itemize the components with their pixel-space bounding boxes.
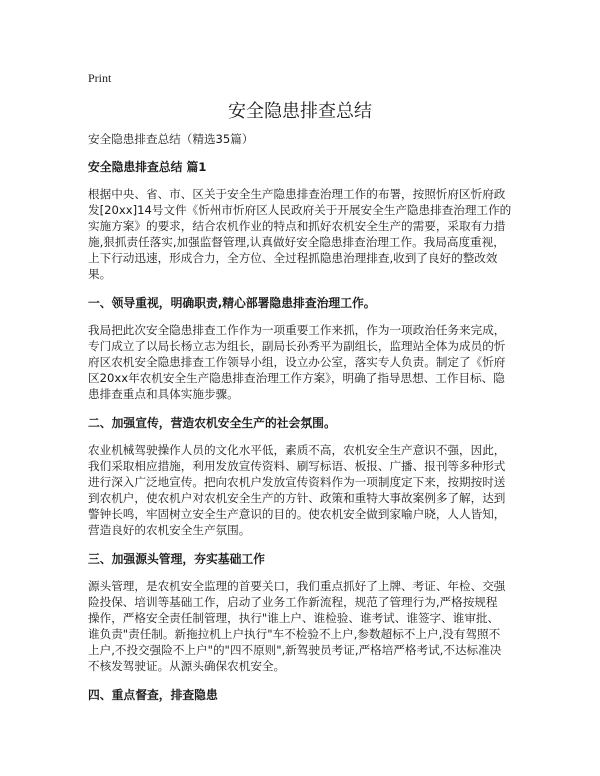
section-heading-2: 二、加强宣传，营造农机安全生产的社会氛围。 xyxy=(88,416,336,430)
section-heading-4: 四、重点督查，排查隐患 xyxy=(88,688,218,702)
document-subtitle: 安全隐患排查总结（精选35篇） xyxy=(88,132,254,146)
paragraph-line: 上下行动迅速，形成合力，全方位、全过程抓隐患治理排查,收到了良好的整改效 xyxy=(88,251,498,265)
paragraph-line: 区20xx年农机安全生产隐患排查治理工作方案》，明确了指导思想、工作目标、隐 xyxy=(88,371,505,385)
paragraph-line: 农业机械驾驶操作人员的文化水平低，素质不高，农机安全生产意识不强，因此， xyxy=(88,443,506,457)
paragraph-line: 到农机户，使农机户对农机安全生产的方针、政策和重特大事故案例多了解，达到 xyxy=(88,491,506,505)
paragraph-line: 上户,不投交强险不上户"的"四不原则",新驾驶员考证,严格培严格考试,不达标准决 xyxy=(88,643,502,657)
paragraph-line: 施,狠抓责任落实,加强监督管理,认真做好安全隐患排查治理工作。我局高度重视， xyxy=(88,235,505,249)
paragraph-line: 根据中央、省、市、区关于安全生产隐患排查治理工作的布署，按照忻府区忻府政 xyxy=(88,187,506,201)
paragraph-line: 营造良好的农机安全生产氛围。 xyxy=(88,523,251,537)
document-body xyxy=(88,131,520,714)
intro-paragraph xyxy=(88,186,520,282)
paragraph-line: 实施方案》的要求，结合农机作业的特点和抓好农机安全生产的需要，采取有力措 xyxy=(88,219,506,233)
paragraph-line: 府区农机安全隐患排查工作领导小组，设立办公室，落实专人负责。制定了《忻府 xyxy=(88,355,506,369)
section-paragraph-3 xyxy=(88,578,520,674)
section-heading-1: 一、领导重视，明确职责,精心部署隐患排查治理工作。 xyxy=(88,296,376,310)
paragraph-line: 警钟长鸣，牢固树立安全生产意识的目的。使农机安全做到家喻户晓，人人皆知， xyxy=(88,507,506,521)
paragraph-line: 患排查重点和具体实施步骤。 xyxy=(88,387,239,401)
section-paragraph-1 xyxy=(88,322,520,402)
article-title: 安全隐患排查总结 篇1 xyxy=(88,160,207,174)
section-paragraph-2 xyxy=(88,442,520,538)
paragraph-line: 险投保、培训等基础工作，启动了业务工作新流程，规范了管理行为,严格按规程 xyxy=(88,595,498,609)
paragraph-line: 我们采取相应措施，利用发放宣传资料、刷写标语、板报、广播、报刊等多种形式 xyxy=(88,459,506,473)
paragraph-line: 操作，严格安全责任制管理，执行"谁上户、谁检验、谁考试、谁签字、谁审批、 xyxy=(88,611,500,625)
paragraph-line: 谁负责"责任制。新拖拉机上户执行"车不检验不上户,参数超标不上户,没有驾照不 xyxy=(88,627,501,641)
paragraph-line: 发[20xx]14号文件《忻州市忻府区人民政府关于开展安全生产隐患排查治理工作的 xyxy=(88,203,512,217)
section-heading-3: 三、加强源头管理，夯实基础工作 xyxy=(88,552,265,566)
page-title: 安全隐患排查总结 xyxy=(228,101,372,122)
paragraph-line: 源头管理，是农机安全监理的首要关口，我们重点抓好了上牌、考证、年检、交强 xyxy=(88,579,506,593)
paragraph-line: 专门成立了以局长杨立志为组长，副局长孙秀平为副组长，监理站全体为成员的忻 xyxy=(88,339,506,353)
paragraph-line: 不核发驾驶证。从源头确保农机安全。 xyxy=(88,659,286,673)
paragraph-line: 进行深入广泛地宣传。把向农机户发放宣传资料作为一项制度定下来，按期按时送 xyxy=(88,475,506,489)
paragraph-line: 我局把此次安全隐患排查工作作为一项重要工作来抓，作为一项政治任务来完成， xyxy=(88,323,506,337)
paragraph-line: 果。 xyxy=(88,267,112,281)
print-link[interactable]: Print xyxy=(88,71,112,85)
